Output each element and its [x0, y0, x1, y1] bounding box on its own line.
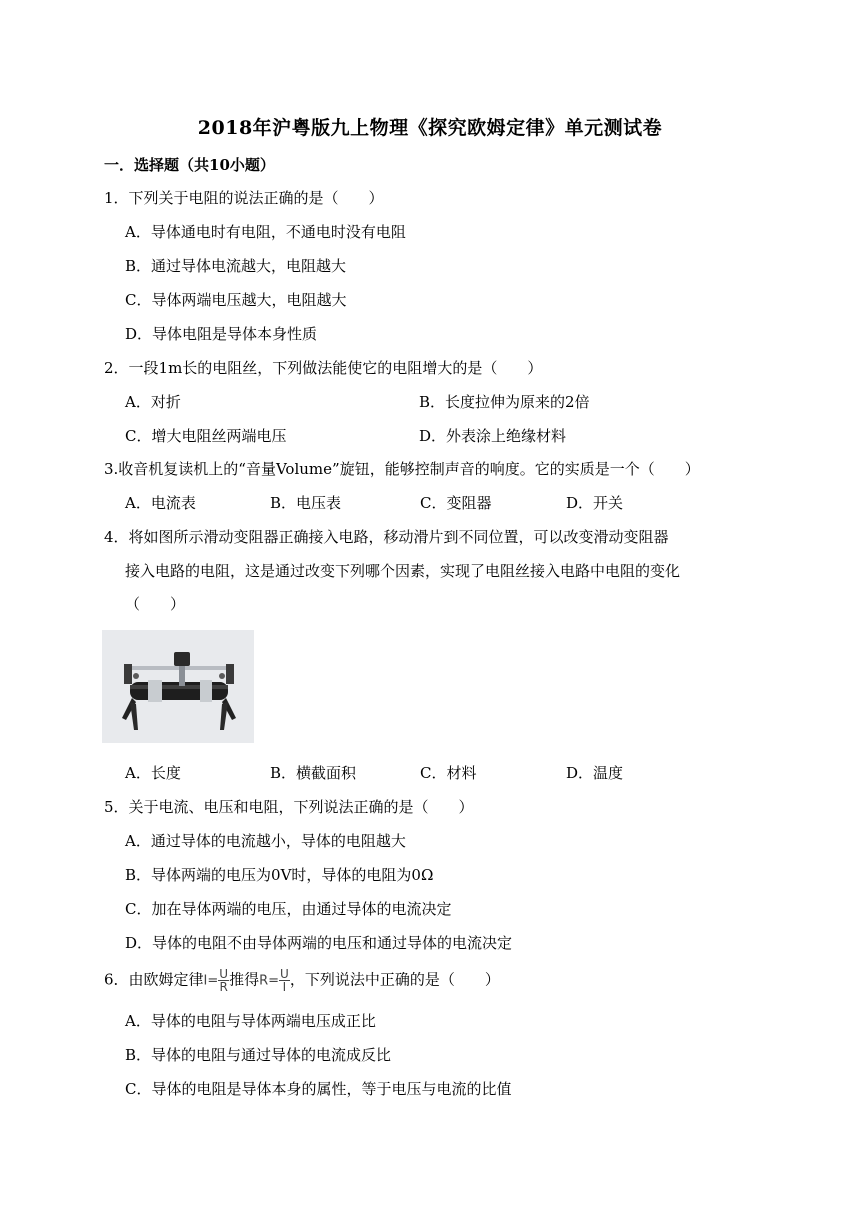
question-3-stem: 3.收音机复读机上的“音量Volume”旋钮，能够控制声音的响度。它的实质是一个（ ）	[104, 460, 700, 478]
question-3-option-d: D．开关	[566, 494, 624, 512]
question-6-option-c: C．导体的电阻是导体本身的属性，等于电压与电流的比值	[125, 1080, 512, 1098]
question-2-stem: 2．一段1m长的电阻丝，下列做法能使它的电阻增大的是（ ）	[104, 359, 543, 377]
question-2-option-a: A．对折	[125, 393, 181, 411]
question-1-option-a: A．导体通电时有电阻，不通电时没有电阻	[125, 223, 406, 241]
question-1-stem: 1．下列关于电阻的说法正确的是（ ）	[104, 189, 384, 207]
question-6-middle: 推得	[229, 970, 260, 989]
question-4-stem-line-3: （ ）	[125, 595, 186, 613]
question-6-stem	[104, 968, 500, 993]
question-5-option-a: A．通过导体的电流越小，导体的电阻越大	[125, 832, 406, 850]
formula-2-lhs: R=	[259, 973, 280, 989]
question-4-stem-line-1: 4．将如图所示滑动变阻器正确接入电路，移动滑片到不同位置，可以改变滑动变阻器	[104, 528, 669, 546]
section-heading: 一．选择题（共10小题）	[104, 156, 275, 174]
question-5-option-d: D．导体的电阻不由导体两端的电压和通过导体的电流决定	[125, 934, 513, 952]
question-3-option-a: A．电流表	[125, 494, 196, 512]
question-2-option-b: B．长度拉伸为原来的2倍	[419, 393, 590, 411]
formula-1-denominator: R	[219, 980, 228, 994]
question-6-prefix: 6．由欧姆定律	[104, 970, 204, 989]
formula-1-fraction	[218, 968, 229, 993]
question-4-option-d: D．温度	[566, 764, 624, 782]
question-2-option-c: C．增大电阻丝两端电压	[125, 427, 287, 445]
question-6-suffix: ，下列说法中正确的是（ ）	[289, 970, 500, 989]
formula-2-denominator: I	[282, 980, 287, 994]
question-3-option-c: C．变阻器	[420, 494, 492, 512]
formula-1-lhs: I=	[203, 973, 219, 989]
question-5-option-b: B．导体两端的电压为0V时，导体的电阻为0Ω	[125, 866, 434, 884]
question-4-stem-line-2: 接入电路的电阻，这是通过改变下列哪个因素，实现了电阻丝接入电路中电阻的变化	[125, 562, 681, 580]
document-title: 2018年沪粤版九上物理《探究欧姆定律》单元测试卷	[197, 117, 663, 139]
question-2-option-d: D．外表涂上绝缘材料	[419, 427, 567, 445]
question-4-option-b: B．横截面积	[270, 764, 357, 782]
question-1-option-c: C．导体两端电压越大，电阻越大	[125, 291, 347, 309]
question-1-option-b: B．通过导体电流越大，电阻越大	[125, 257, 347, 275]
question-3-option-b: B．电压表	[270, 494, 342, 512]
question-4-option-c: C．材料	[420, 764, 477, 782]
question-5-option-c: C．加在导体两端的电压，由通过导体的电流决定	[125, 900, 452, 918]
question-6-option-a: A．导体的电阻与导体两端电压成正比	[125, 1012, 376, 1030]
sliding-rheostat-image	[102, 630, 254, 743]
formula-2-fraction	[279, 968, 290, 993]
question-6-option-b: B．导体的电阻与通过导体的电流成反比	[125, 1046, 392, 1064]
question-4-option-a: A．长度	[125, 764, 181, 782]
question-5-stem: 5．关于电流、电压和电阻，下列说法正确的是（ ）	[104, 798, 474, 816]
formula-1-numerator: U	[219, 967, 229, 981]
question-1-option-d: D．导体电阻是导体本身性质	[125, 325, 318, 343]
formula-2-numerator: U	[280, 967, 289, 981]
